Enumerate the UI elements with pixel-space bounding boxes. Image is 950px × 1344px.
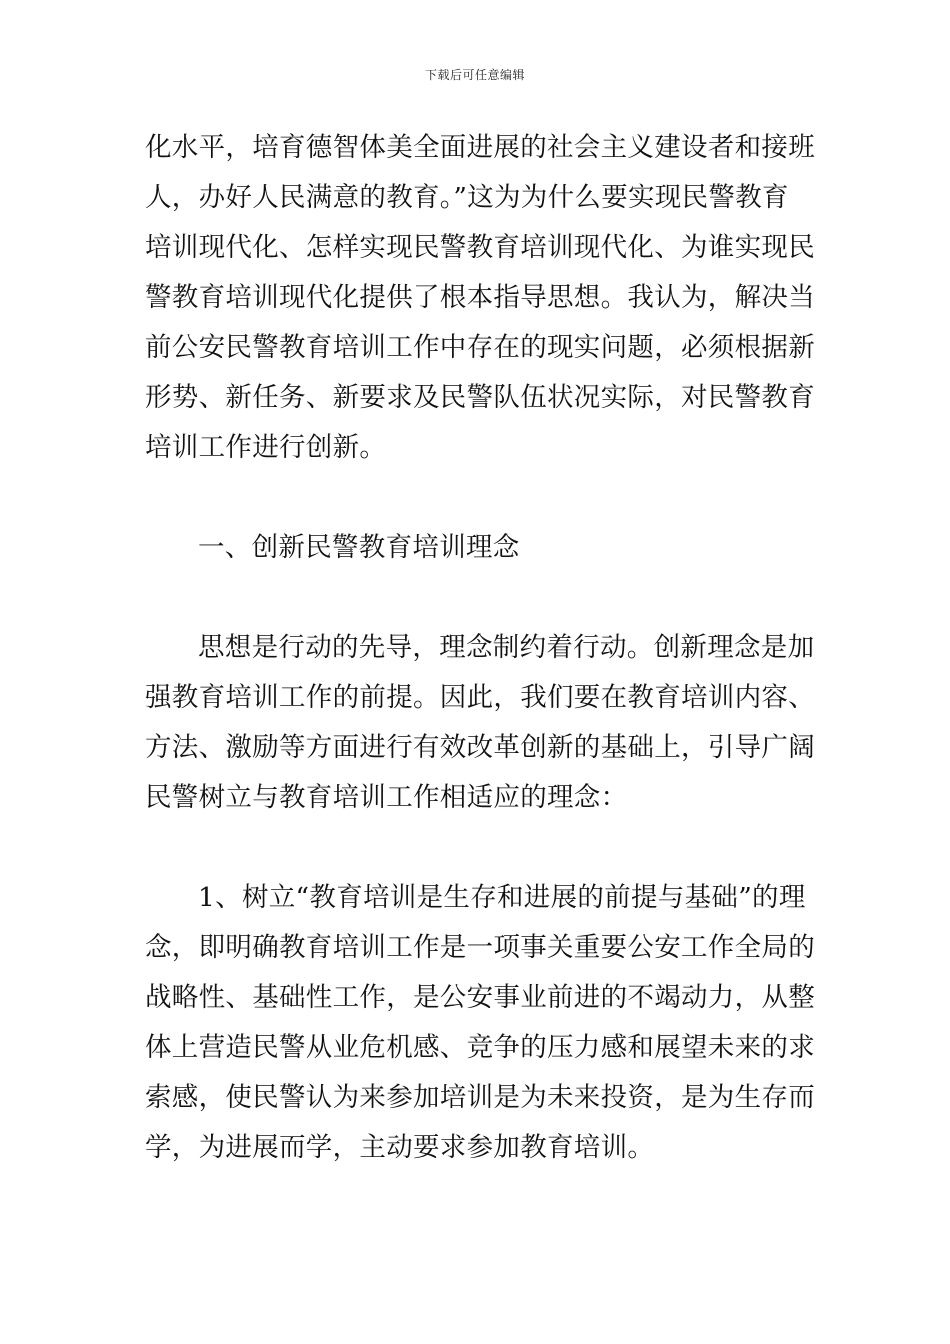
text-line: 学，为进展而学，主动要求参加教育培训。 xyxy=(145,1132,655,1163)
heading-line: 一、创新民警教育培训理念 xyxy=(198,532,520,563)
text-line: 体上营造民警从业危机感、竞争的压力感和展望未来的求 xyxy=(145,1032,815,1063)
text-line: 化水平，培育德智体美全面进展的社会主义建设者和接班 xyxy=(145,132,815,163)
text-line: 强教育培训工作的前提。因此，我们要在教育培训内容、 xyxy=(145,682,815,713)
paragraph-concept xyxy=(145,623,815,823)
text-line: 念，即明确教育培训工作是一项事关重要公安工作全局的 xyxy=(145,932,815,963)
text-line: 方法、激励等方面进行有效改革创新的基础上，引导广阔 xyxy=(145,732,815,763)
text-line: 警教育培训现代化提供了根本指导思想。我认为，解决当 xyxy=(145,282,815,313)
document-body xyxy=(145,123,815,1173)
text-line: 民警树立与教育培训工作相适应的理念： xyxy=(145,782,628,813)
text-line: 索感，使民警认为来参加培训是为未来投资，是为生存而 xyxy=(145,1082,815,1113)
text-line: 前公安民警教育培训工作中存在的现实问题，必须根据新 xyxy=(145,332,815,363)
text-line: 战略性、基础性工作，是公安事业前进的不竭动力，从整 xyxy=(145,982,815,1013)
text-line: 培训现代化、怎样实现民警教育培训现代化、为谁实现民 xyxy=(145,232,815,263)
text-line: 思想是行动的先导，理念制约着行动。创新理念是加 xyxy=(198,632,815,663)
paragraph-gap xyxy=(145,573,805,623)
text-line: 人，办好人民满意的教育。”这为为什么要实现民警教育 xyxy=(145,182,789,213)
page-header: 下载后可任意编辑 xyxy=(424,68,525,82)
paragraph-point-1 xyxy=(145,873,815,1173)
text-line: 培训工作进行创新。 xyxy=(145,432,387,463)
section-heading xyxy=(145,523,805,573)
text-line: 1、树立“教育培训是生存和进展的前提与基础”的理 xyxy=(198,882,806,913)
paragraph-gap xyxy=(145,473,805,523)
paragraph-gap xyxy=(145,823,805,873)
paragraph-intro xyxy=(145,123,815,473)
text-line: 形势、新任务、新要求及民警队伍状况实际，对民警教育 xyxy=(145,382,815,413)
